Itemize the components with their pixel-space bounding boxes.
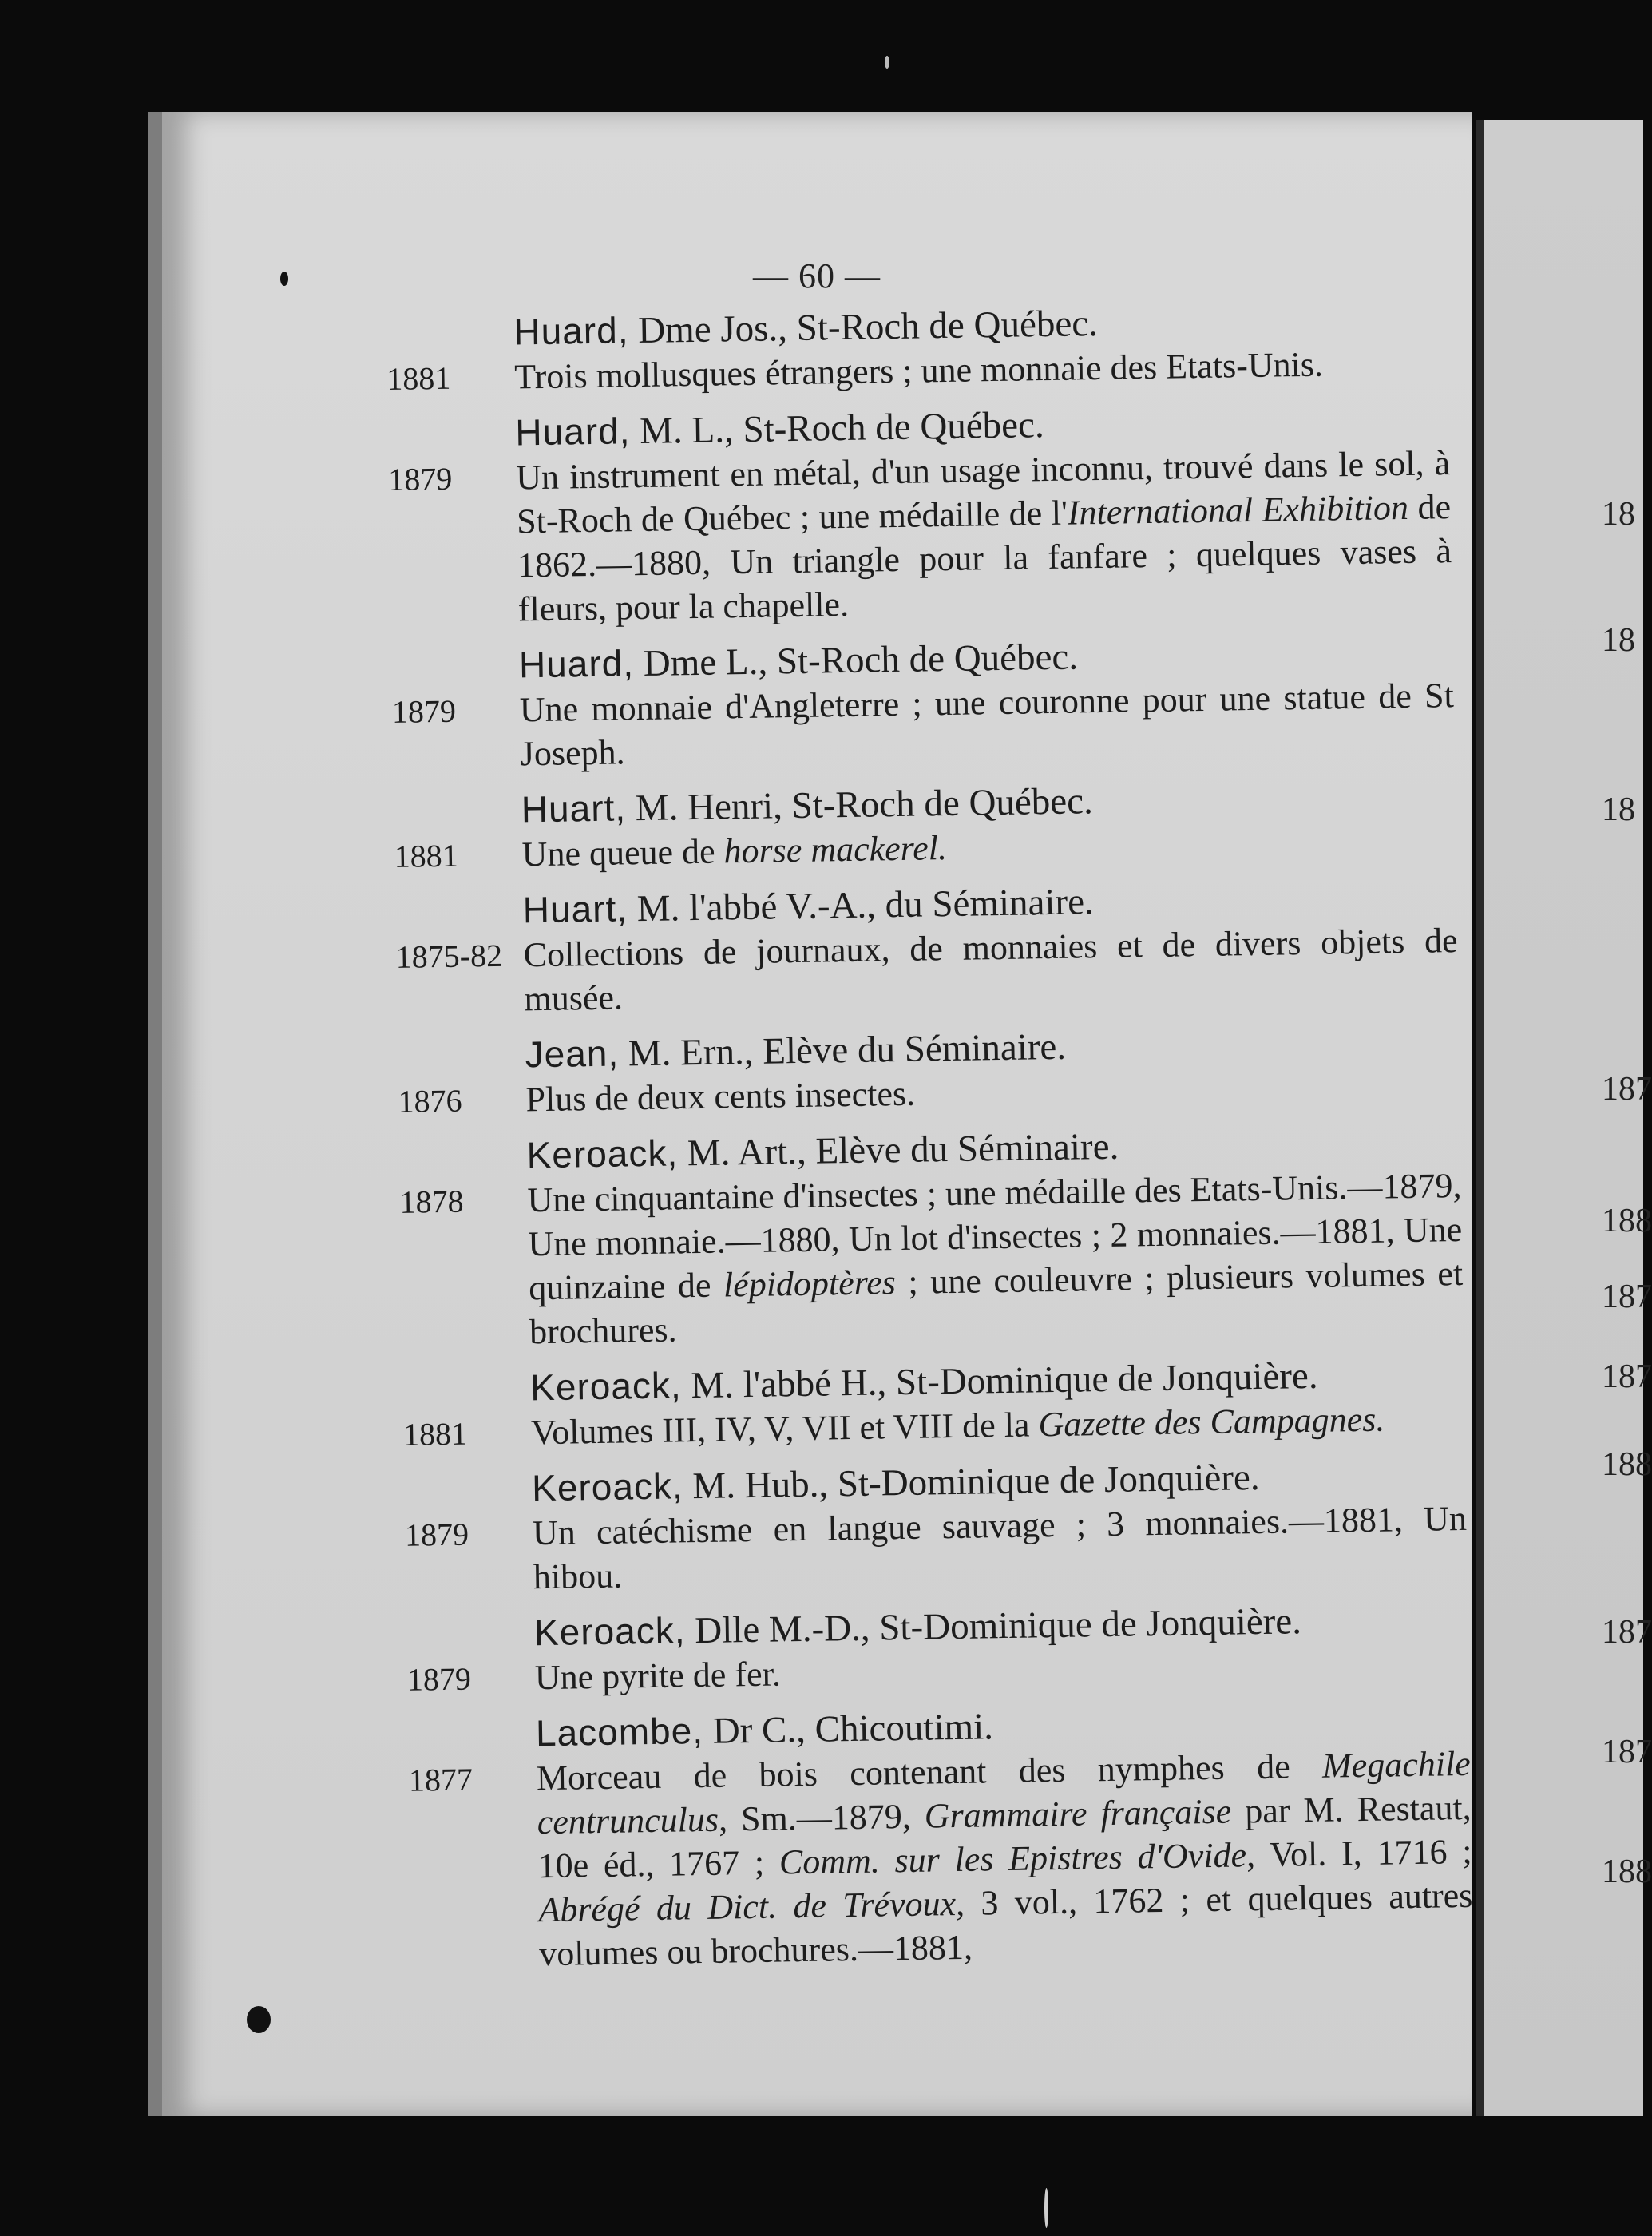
page-number: — 60 — — [753, 256, 881, 295]
donation-record: 1878 Une cinquantaine d'insectes ; une médaille des Etats-Unis.—1879, Une monnaie.—1880, Un lot d'insectes ; 2 monnaies.—1881, Une quinzaine de lépidoptères ; une couleuvre ; plusieurs volumes et brochures. — [399, 1165, 1464, 1352]
donor-name: Keroack, M. Hub., St-Dominique de Jonquière. — [531, 1456, 1260, 1509]
donation-record: 1876 Plus de deux cents insectes. — [398, 1073, 916, 1120]
donor-list — [386, 295, 1474, 1989]
donation-record: 1881 Une queue de horse mackerel. — [394, 828, 948, 874]
ink-dot — [1044, 2188, 1048, 2228]
book-page — [148, 112, 1472, 2116]
donor-name: Jean, M. Ern., Elève du Séminaire. — [525, 1025, 1067, 1076]
donor-name: Huard, Dme L., St-Roch de Québec. — [518, 636, 1079, 686]
list-item — [394, 873, 1458, 1023]
facing-page-edge — [1476, 120, 1652, 2116]
list-item — [397, 1017, 1460, 1124]
ink-dot — [885, 56, 889, 69]
donor-name: Huart, M. l'abbé V.-A., du Séminaire. — [522, 881, 1095, 931]
edge-mark: 18 — [1602, 622, 1635, 659]
donor-name: Huard, M. L., St-Roch de Québec. — [514, 404, 1045, 454]
donation-record: 1879 Une pyrite de fer. — [406, 1654, 782, 1698]
edge-mark: 187 — [1602, 1071, 1652, 1108]
list-item — [393, 772, 1456, 878]
edge-mark: 187 — [1602, 1734, 1652, 1770]
edge-mark: 187 — [1602, 1358, 1652, 1395]
ink-dot — [247, 2006, 271, 2033]
edge-mark: 188 — [1602, 1853, 1652, 1890]
list-item — [404, 1451, 1468, 1601]
edge-mark: 187 — [1602, 1279, 1652, 1315]
list-item — [406, 1596, 1470, 1702]
list-item — [402, 1350, 1466, 1457]
list-item — [386, 295, 1449, 401]
donation-record: 1875-82 Collections de journaux, de monnaies et de divers objets de musée. — [395, 921, 1458, 1019]
list-item — [391, 628, 1455, 778]
donation-record: 1881 Volumes III, IV, V, VII et VIII de la Gazette des Campagnes. — [402, 1399, 1385, 1453]
donation-record: 1879 Une monnaie d'Angleterre ; une couronne pour une statue de St Joseph. — [391, 676, 1455, 774]
donor-name: Keroack, M. Art., Elève du Séminaire. — [526, 1125, 1119, 1176]
edge-mark: 188 — [1602, 1203, 1652, 1239]
edge-mark: 18 — [1602, 496, 1635, 533]
edge-mark: 18 — [1602, 791, 1635, 828]
ink-dot — [280, 272, 288, 286]
donor-name: Lacombe, Dr C., Chicoutimi. — [535, 1706, 994, 1754]
list-item — [398, 1118, 1464, 1356]
donor-name: Huard, Dme Jos., St-Roch de Québec. — [513, 302, 1099, 353]
donor-name: Keroack, M. l'abbé H., St-Dominique de Jonquière. — [529, 1354, 1318, 1409]
donation-record: 1877 Morceau de bois contenant des nymphes de Megachile centrunculus, Sm.—1879, Grammaire française par M. Restaut, 10e éd., 1767 ; Comm. sur les Epistres d'Ovide, Vol. I, 1716 ; Abrégé du Dict. de Trévoux, 3 vol., 1762 ; et quelques autres volumes ou brochures.—1881, — [408, 1743, 1473, 1974]
donation-record: 1879 Un catéchisme en langue sauvage ; 3 monnaies.—1881, Un hibou. — [404, 1498, 1468, 1597]
list-item — [387, 395, 1452, 633]
donation-record: 1879 Un instrument en métal, d'un usage inconnu, trouvé dans le sol, à St-Roch de Québec ; une médaille de l'International Exhibition de 1862.—1880, Un triangle pour la fanfare ; quelques vases à fleurs, pour la chapelle. — [387, 443, 1452, 629]
edge-mark: 187 — [1602, 1614, 1652, 1651]
donation-record: 1881 Trois mollusques étrangers ; une monnaie des Etats-Unis. — [386, 344, 1324, 397]
donor-name: Huart, M. Henri, St-Roch de Québec. — [521, 780, 1094, 831]
donor-name: Keroack, Dlle M.-D., St-Dominique de Jonquière. — [533, 1600, 1302, 1654]
edge-mark: 188 — [1602, 1446, 1652, 1483]
list-item — [408, 1696, 1474, 1978]
